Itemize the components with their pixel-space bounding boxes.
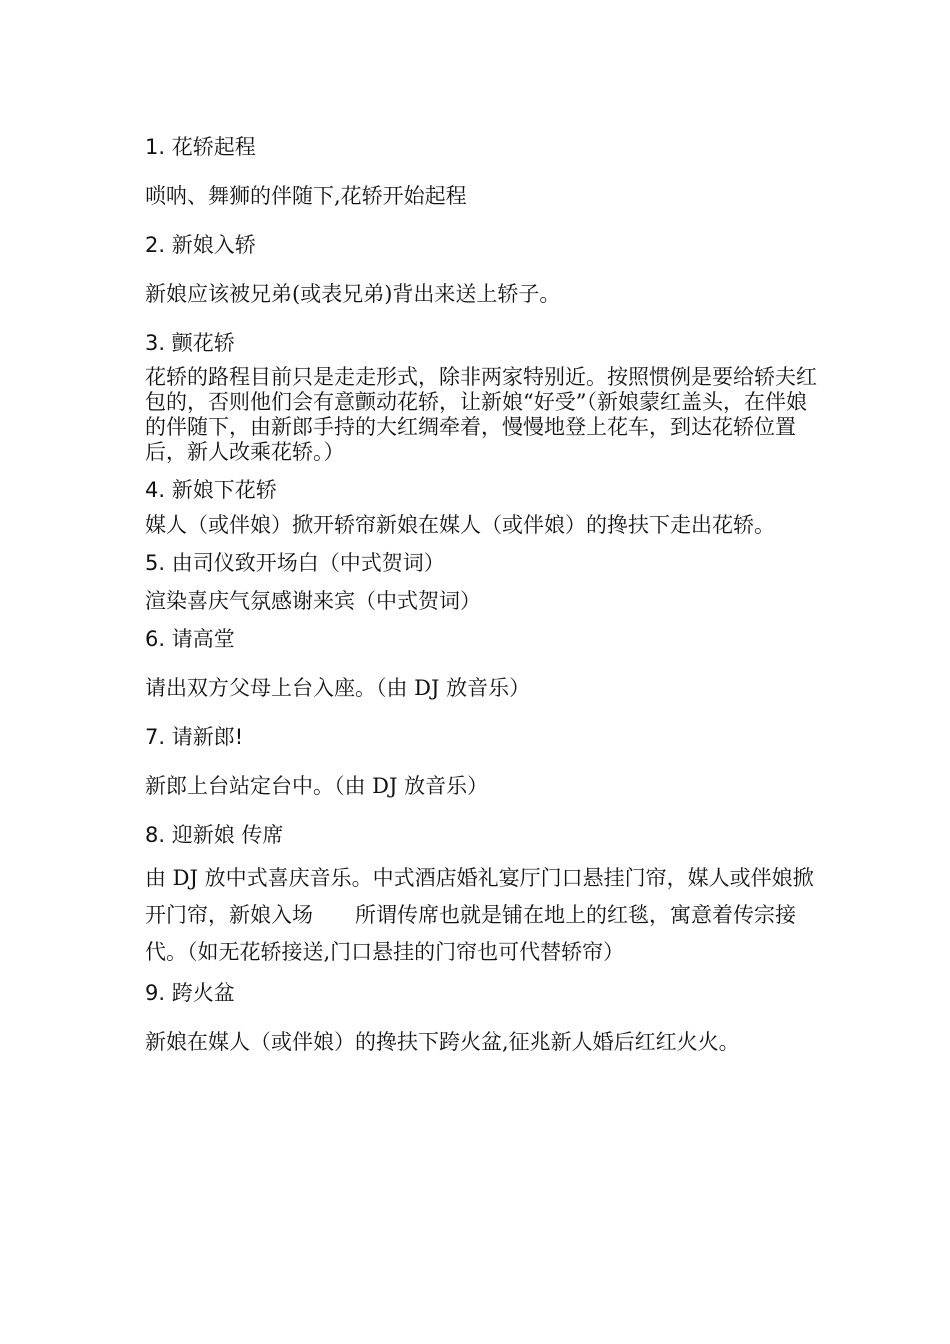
section-body-2: 新娘应该被兄弟(或表兄弟)背出来送上轿子。 xyxy=(145,282,561,306)
section-body-8: 由 DJ 放中式喜庆音乐。中式酒店婚礼宴厅门口悬挂门帘，媒人或伴娘掀开门帘，新娘入场 所谓传席也就是铺在地上的红毯，寓意着传宗接代。（如无花轿接送,门口悬挂的门帘也可代替轿帘） xyxy=(145,866,814,964)
section-body-7: 新郎上台站定台中。（由 DJ 放音乐） xyxy=(145,774,489,798)
section-heading-9: 9. 跨火盆 xyxy=(145,981,235,1005)
section-heading-8: 8. 迎新娘 传席 xyxy=(145,823,284,847)
section-heading-5: 5. 由司仪致开场白（中式贺词） xyxy=(145,551,445,575)
section-heading-6: 6. 请高堂 xyxy=(145,627,235,651)
document-page xyxy=(145,134,825,1055)
section-heading-4: 4. 新娘下花轿 xyxy=(145,478,277,502)
section-heading-7: 7. 请新郎! xyxy=(145,725,244,749)
section-body-9: 新娘在媒人（或伴娘）的搀扶下跨火盆,征兆新人婚后红红火火。 xyxy=(145,1030,740,1054)
section-body-3: 花轿的路程目前只是走走形式，除非两家特别近。按照惯例是要给轿夫红包的，否则他们会有意颤动花轿，让新娘“好受”（新娘蒙红盖头，在伴娘的伴随下，由新郎手持的大红绸牵着，慢慢地登上花车，到达花轿位置后，新人改乘花轿。） xyxy=(145,365,817,464)
section-body-1: 唢呐、舞狮的伴随下,花轿开始起程 xyxy=(145,184,467,208)
section-body-4: 媒人（或伴娘）掀开轿帘新娘在媒人（或伴娘）的搀扶下走出花轿。 xyxy=(145,513,775,537)
section-body-5: 渲染喜庆气氛感谢来宾（中式贺词） xyxy=(145,589,481,613)
section-body-6: 请出双方父母上台入座。（由 DJ 放音乐） xyxy=(145,676,531,700)
section-heading-1: 1. 花轿起程 xyxy=(145,135,256,159)
section-heading-3: 3. 颤花轿 xyxy=(145,331,235,355)
section-heading-2: 2. 新娘入轿 xyxy=(145,233,256,257)
